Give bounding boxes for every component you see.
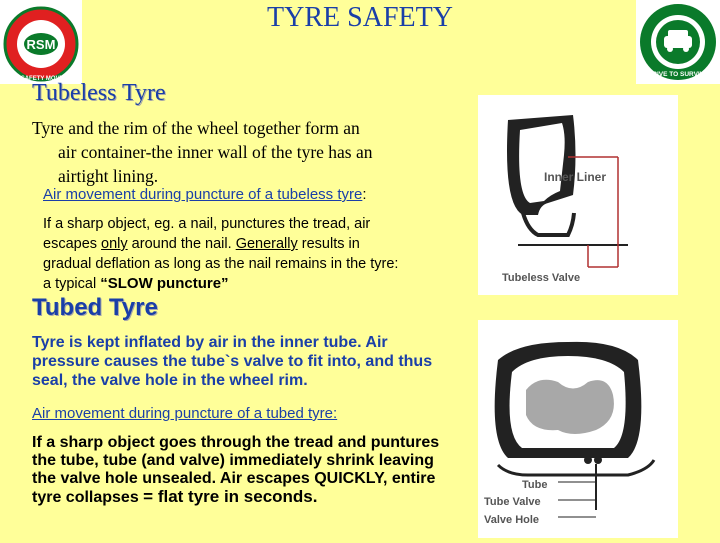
rsm-logo-center: RSM [26,37,56,52]
tubed-puncture-text: If a sharp object goes through the tread and puntures the tube, tube (and valve) immediately shrink leaving the valve hole unsealed. Air escapes QUICKLY, entire tyre collapses = flat tyre in seconds. [32,434,440,506]
tubeless-intro-line: airtight lining. [58,166,159,186]
tube-valve-label: Tube Valve [484,496,541,508]
tubeless-subheading: Air movement during puncture of a tubeless tyre: [43,186,367,203]
rsm-logo-text: ROAD SAFETY MOVEMENT [1,76,81,82]
tubed-subheading: Air movement during puncture of a tubed tyre: [32,405,338,422]
tubeless-intro [32,116,472,188]
valve-hole-label: Valve Hole [484,514,540,526]
tubed-tyre-diagram [478,320,678,538]
right-logo-text: DRIVE TO SURVIVE [647,71,709,78]
tubed-intro: Tyre is kept inflated by air in the inner tube. Air pressure causes the tube`s valve to fit into, and thus seal, the valve hole in the wheel rim. [32,334,433,389]
tubeless-tyre-diagram [478,95,678,295]
tubed-heading: Tubed Tyre [32,294,158,321]
tubeless-puncture-text: If a sharp object, eg. a nail, punctures the tread, air escapes only around the nail. Generally results in gradual deflation as long as the nail remains in the tyre: a typical “SLOW puncture” [43,216,399,292]
tubeless-heading: Tubeless Tyre [32,80,166,106]
tubeless-intro-line: Tyre and the rim of the wheel together form an [32,118,360,138]
inner-liner-label: Inner Liner [544,170,607,184]
page-title: TYRE SAFETY [267,2,453,33]
tubeless-intro-line: air container-the inner wall of the tyre has an [58,142,373,162]
tubeless-subheading-text: Air movement during puncture of a tubeless tyre [43,186,363,203]
tubeless-valve-label: Tubeless Valve [502,272,581,284]
slow-puncture: “SLOW puncture” [100,275,229,292]
tube-label: Tube [522,479,548,491]
